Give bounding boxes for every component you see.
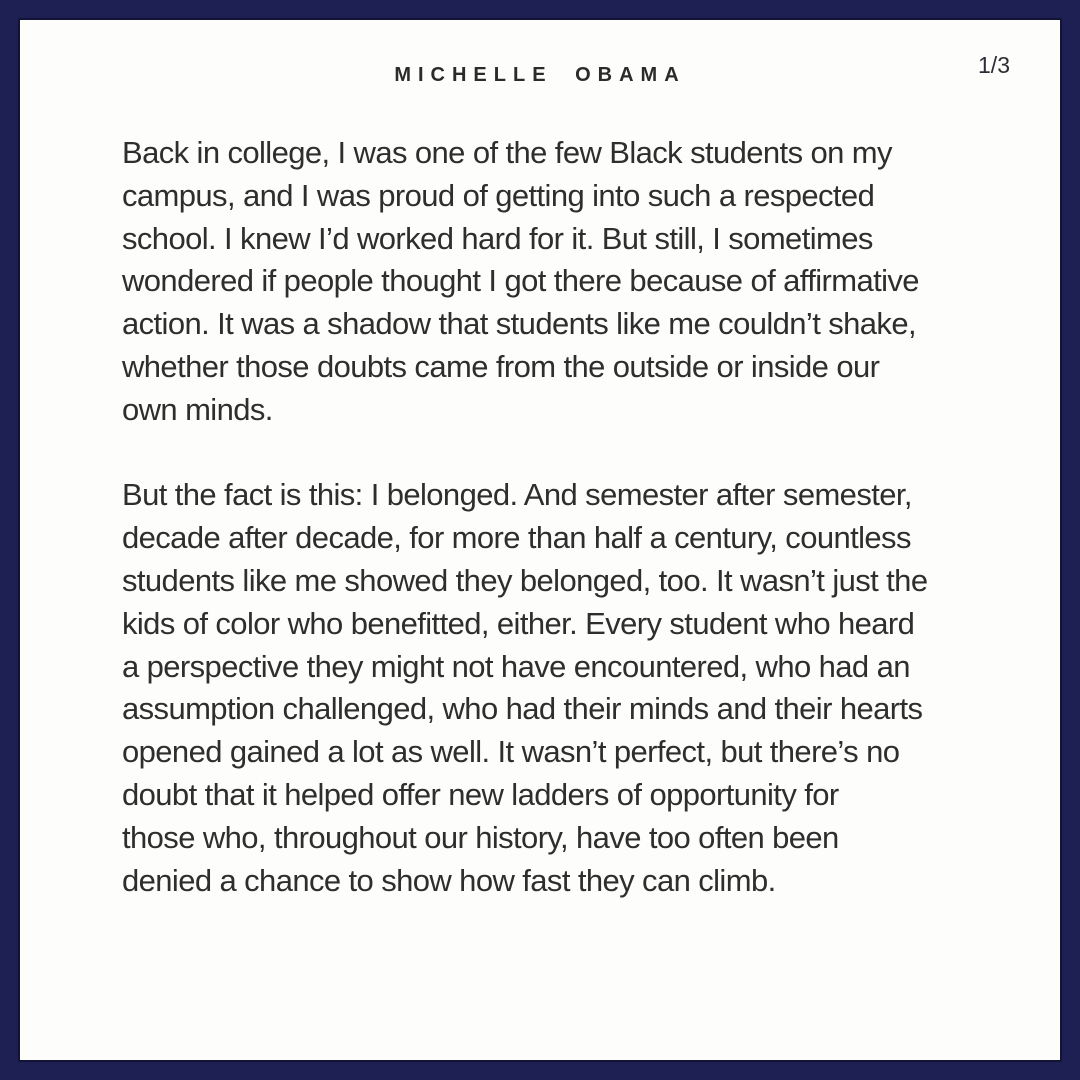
quote-line: But the fact is this: I belonged. And semester after semester, — [122, 477, 912, 513]
quote-line: students like me showed they belonged, too. It wasn’t just the — [122, 562, 928, 598]
quote-line: a perspective they might not have encountered, who had an — [122, 648, 910, 684]
quote-line: denied a chance to show how fast they can climb. — [122, 862, 776, 898]
quote-line: action. It was a shadow that students like me couldn’t shake, — [122, 306, 916, 342]
quote-line: own minds. — [122, 391, 273, 427]
quote-line: Back in college, I was one of the few Black students on my — [122, 135, 892, 170]
quote-line: school. I knew I’d worked hard for it. But still, I sometimes — [122, 220, 873, 256]
page-indicator: 1/3 — [978, 52, 1010, 78]
quote-body — [122, 132, 980, 902]
quote-line: doubt that it helped offer new ladders of opportunity for — [122, 776, 839, 812]
quote-line: kids of color who benefitted, either. Every student who heard — [122, 605, 915, 641]
paragraph-2 — [122, 474, 980, 902]
quote-line: wondered if people thought I got there because of affirmative — [122, 263, 919, 299]
quote-line: assumption challenged, who had their minds and their hearts — [122, 691, 923, 727]
paragraph-1 — [122, 132, 980, 432]
author-title: MICHELLE OBAMA — [394, 64, 686, 86]
quote-line: whether those doubts came from the outside or inside our — [122, 348, 880, 384]
quote-line: decade after decade, for more than half a century, countless — [122, 520, 911, 556]
quote-line: opened gained a lot as well. It wasn’t perfect, but there’s no — [122, 734, 900, 770]
quote-line: campus, and I was proud of getting into such a respected — [122, 177, 875, 213]
page-panel — [20, 20, 1060, 1060]
quote-line: those who, throughout our history, have too often been — [122, 819, 839, 855]
